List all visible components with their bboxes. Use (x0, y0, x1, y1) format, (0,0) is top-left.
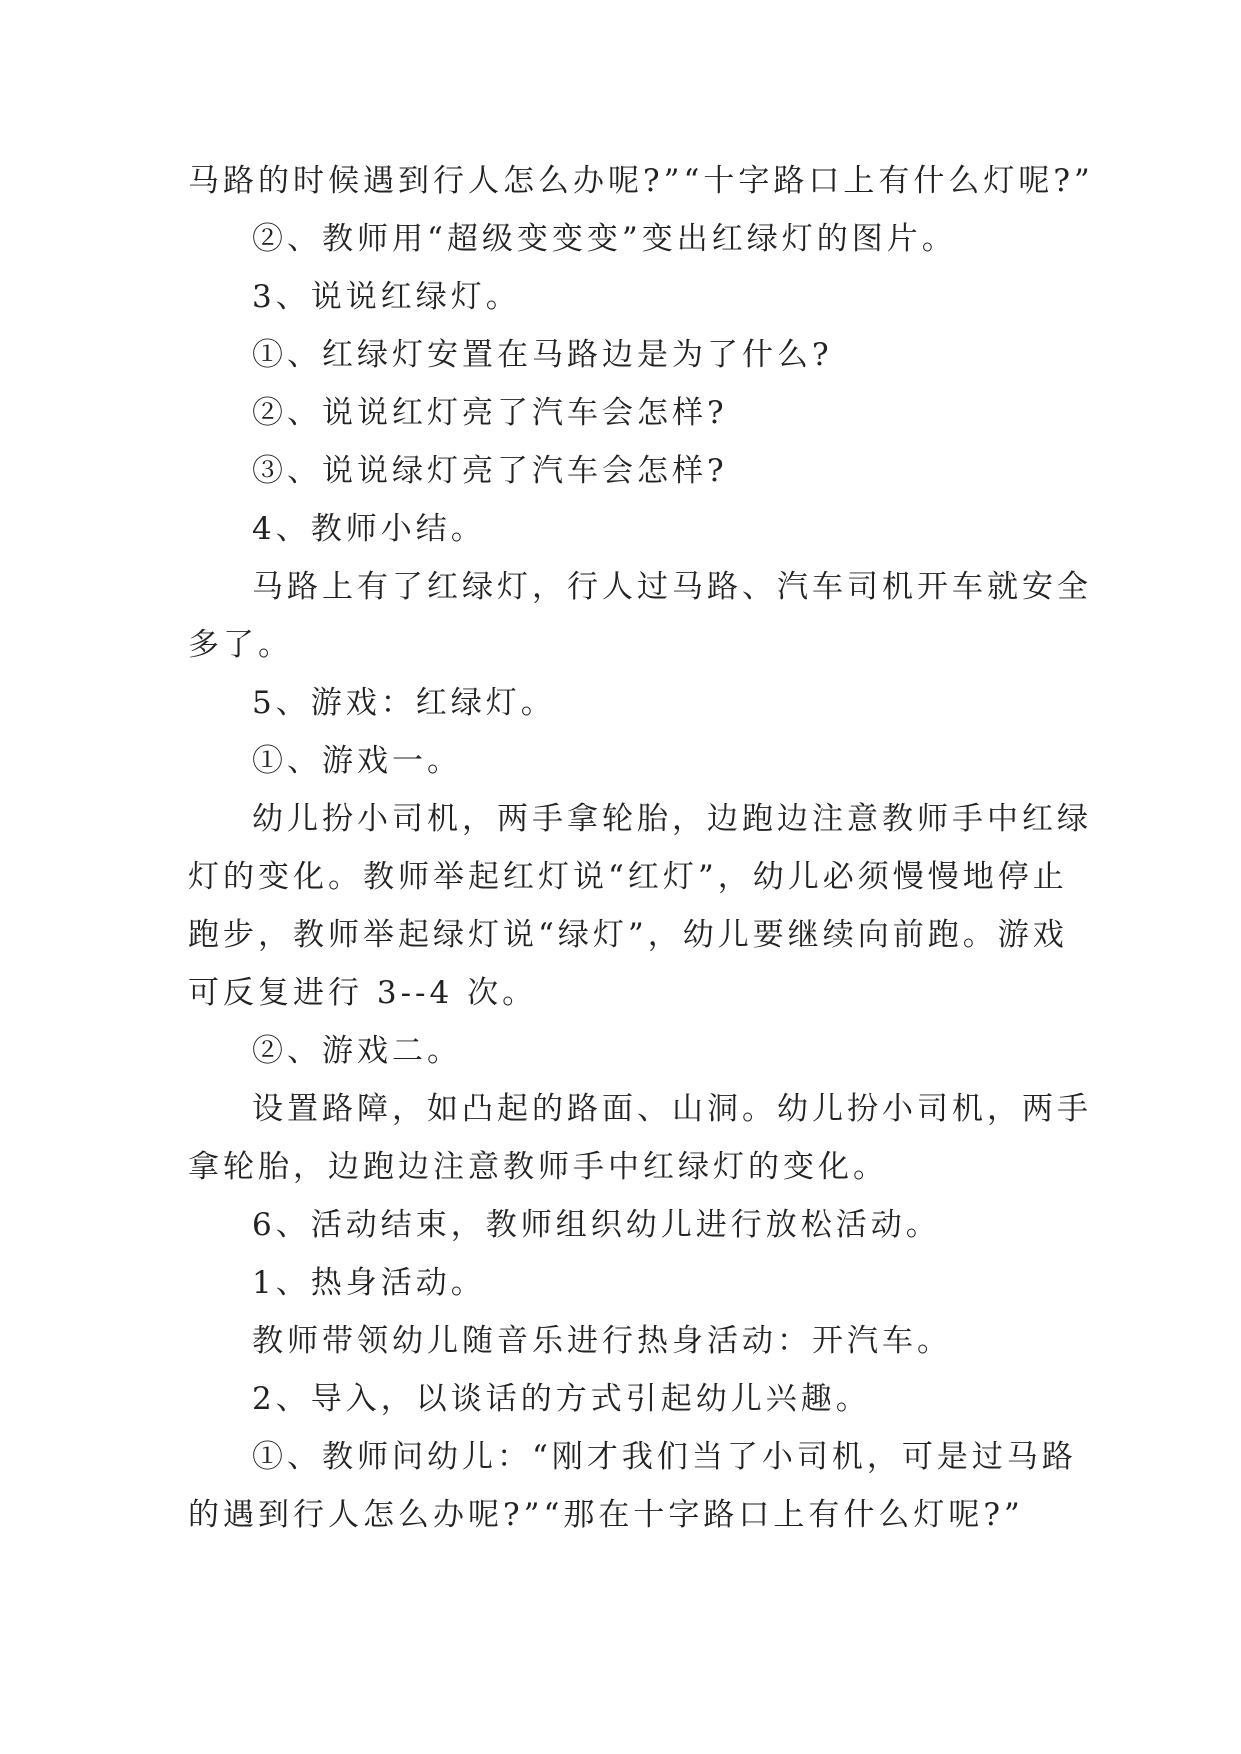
text-line: 设置路障，如凸起的路面、山洞。幼儿扮小司机，两手 (252, 1091, 1092, 1127)
text-line: 1、热身活动。 (252, 1265, 486, 1301)
text-line: 4、教师小结。 (252, 511, 486, 547)
text-line: ②、教师用“超级变变变”变出红绿灯的图片。 (252, 221, 957, 257)
text-line: ②、说说红灯亮了汽车会怎样? (252, 395, 728, 431)
text-line: ①、游戏一。 (252, 743, 462, 779)
text-line: ②、游戏二。 (252, 1033, 462, 1069)
text-line: 6、活动结束，教师组织幼儿进行放松活动。 (252, 1207, 941, 1243)
text-line: 多了。 (188, 627, 293, 663)
text-line: 马路上有了红绿灯，行人过马路、汽车司机开车就安全 (252, 569, 1092, 605)
text-line: 的遇到行人怎么办呢?”“那在十字路口上有什么灯呢?” (188, 1497, 1024, 1533)
text-line: ①、红绿灯安置在马路边是为了什么? (252, 337, 833, 373)
text-line: ①、教师问幼儿：“刚才我们当了小司机，可是过马路 (252, 1439, 1077, 1475)
text-line: 教师带领幼儿随音乐进行热身活动：开汽车。 (252, 1323, 952, 1359)
text-line: 3、说说红绿灯。 (252, 279, 521, 315)
text-line: 灯的变化。教师举起红灯说“红灯”，幼儿必须慢慢地停止 (188, 859, 1068, 895)
text-line: 5、游戏：红绿灯。 (252, 685, 556, 721)
document-body (188, 152, 1094, 1544)
text-line: ③、说说绿灯亮了汽车会怎样? (252, 453, 728, 489)
text-line: 马路的时候遇到行人怎么办呢?”“十字路口上有什么灯呢?” (188, 163, 1094, 199)
text-line: 幼儿扮小司机，两手拿轮胎，边跑边注意教师手中红绿 (252, 801, 1092, 837)
text-line: 可反复进行 3--4 次。 (188, 975, 538, 1011)
text-line: 2、导入，以谈话的方式引起幼儿兴趣。 (252, 1381, 871, 1417)
text-line: 拿轮胎，边跑边注意教师手中红绿灯的变化。 (188, 1149, 888, 1185)
text-line: 跑步，教师举起绿灯说“绿灯”，幼儿要继续向前跑。游戏 (188, 917, 1068, 953)
